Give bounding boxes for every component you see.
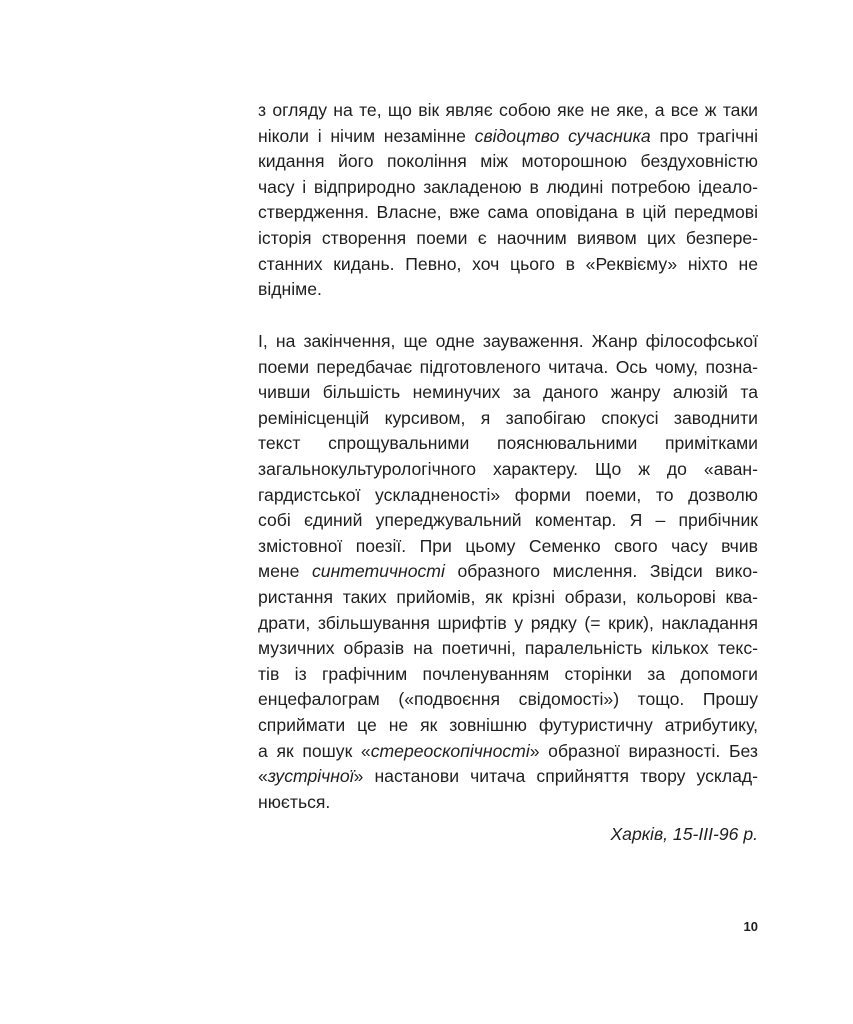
text-line (258, 508, 758, 534)
page-number: 10 (743, 919, 758, 934)
text-run: поеми передбачає підготовленого читача. Ось чому, позна- (258, 356, 758, 377)
paragraph-2 (258, 329, 758, 815)
text-run: І, на закінчення, ще одне зауваження. Жанр філософської (258, 331, 758, 351)
text-line (258, 713, 758, 739)
text-run: » настанови читача сприйняття твору усклад- (353, 766, 758, 787)
text-line (258, 175, 758, 201)
text-run: нюється. (258, 791, 331, 812)
text-run: історія створення поеми є наочним виявом цих безпере- (258, 227, 758, 248)
text-run: ристання таких прийомів, як крізні образи, кольорові ква- (258, 586, 758, 607)
text-line (258, 534, 758, 560)
text-run: енцефалограм («подвоєння свідомості») тощо. Прошу (258, 689, 758, 710)
text-line (258, 226, 758, 252)
text-line (258, 252, 758, 278)
text-line (258, 200, 758, 226)
text-run: станних кидань. Певно, хоч цього в «Реквієму» ніхто не (258, 253, 758, 274)
text-line (258, 559, 758, 585)
text-run: часу і відприродно закладеною в людині потребою ідеало- (258, 176, 758, 197)
text-run: мене (258, 561, 312, 582)
italic-text: стереоскопічності (370, 740, 530, 761)
text-line (258, 380, 758, 406)
text-line (258, 662, 758, 688)
text-line (258, 457, 758, 483)
italic-text: зустрічної (267, 766, 354, 787)
text-run: тів із графічним почленуванням сторінки за допомоги (258, 663, 758, 684)
text-line (258, 790, 758, 816)
text-line (258, 277, 758, 303)
text-run: кидання його покоління між моторошною бездуховністю (258, 151, 758, 172)
text-run: гардистської ускладненості» форми поеми, то дозволю (258, 484, 758, 505)
text-line (258, 764, 758, 790)
text-run: ніколи і нічим незамінне (258, 125, 475, 146)
text-run: ствердження. Власне, вже сама оповідана в цій передмові (258, 202, 758, 223)
text-run: музичних образів на поетичні, паралельність кількох текс- (258, 638, 758, 659)
text-line (258, 585, 758, 611)
text-line (258, 739, 758, 765)
text-run: про трагічні (650, 125, 758, 146)
text-run: відніме. (258, 279, 322, 300)
text-line (258, 687, 758, 713)
text-line (258, 124, 758, 150)
text-run: ремінісценцій курсивом, я запобігаю спокусі заводнити (258, 407, 758, 428)
text-run: чивши більшість неминучих за даного жанру алюзій та (258, 382, 758, 403)
text-line (258, 149, 758, 175)
italic-text: свідоцтво сучасника (474, 125, 651, 146)
signature-place-date: Харків, 15-ІІІ-96 р. (610, 824, 758, 844)
italic-text: синтетичності (311, 561, 445, 582)
text-run: текст спрощувальними пояснювальними примітками (258, 433, 758, 454)
text-run: сприймати це не як зовнішню футуристичну атрибутику, (258, 714, 758, 735)
text-line (258, 636, 758, 662)
text-run: драти, збільшування шрифтів у рядку (= крик), накладання (258, 612, 758, 633)
text-line (258, 355, 758, 381)
text-line (258, 483, 758, 509)
text-line (258, 611, 758, 637)
text-run: » образної виразності. Без (529, 740, 758, 761)
text-line (258, 98, 758, 124)
text-run: з огляду на те, що вік являє собою яке не яке, а все ж таки (258, 100, 758, 120)
text-run: змістовної поезії. При цьому Семенко свого часу вчив (258, 535, 758, 556)
text-run: загальнокультурологічного характеру. Що ж до «аван- (258, 458, 758, 479)
text-line (258, 406, 758, 432)
text-run: а як пошук « (258, 740, 371, 761)
paragraph-1 (258, 98, 758, 303)
text-line (258, 431, 758, 457)
text-line (258, 329, 758, 355)
text-run: образного мислення. Звідси вико- (444, 561, 758, 582)
text-run: « (258, 766, 268, 787)
text-run: собі єдиний упереджувальний коментар. Я – прибічник (258, 510, 758, 531)
